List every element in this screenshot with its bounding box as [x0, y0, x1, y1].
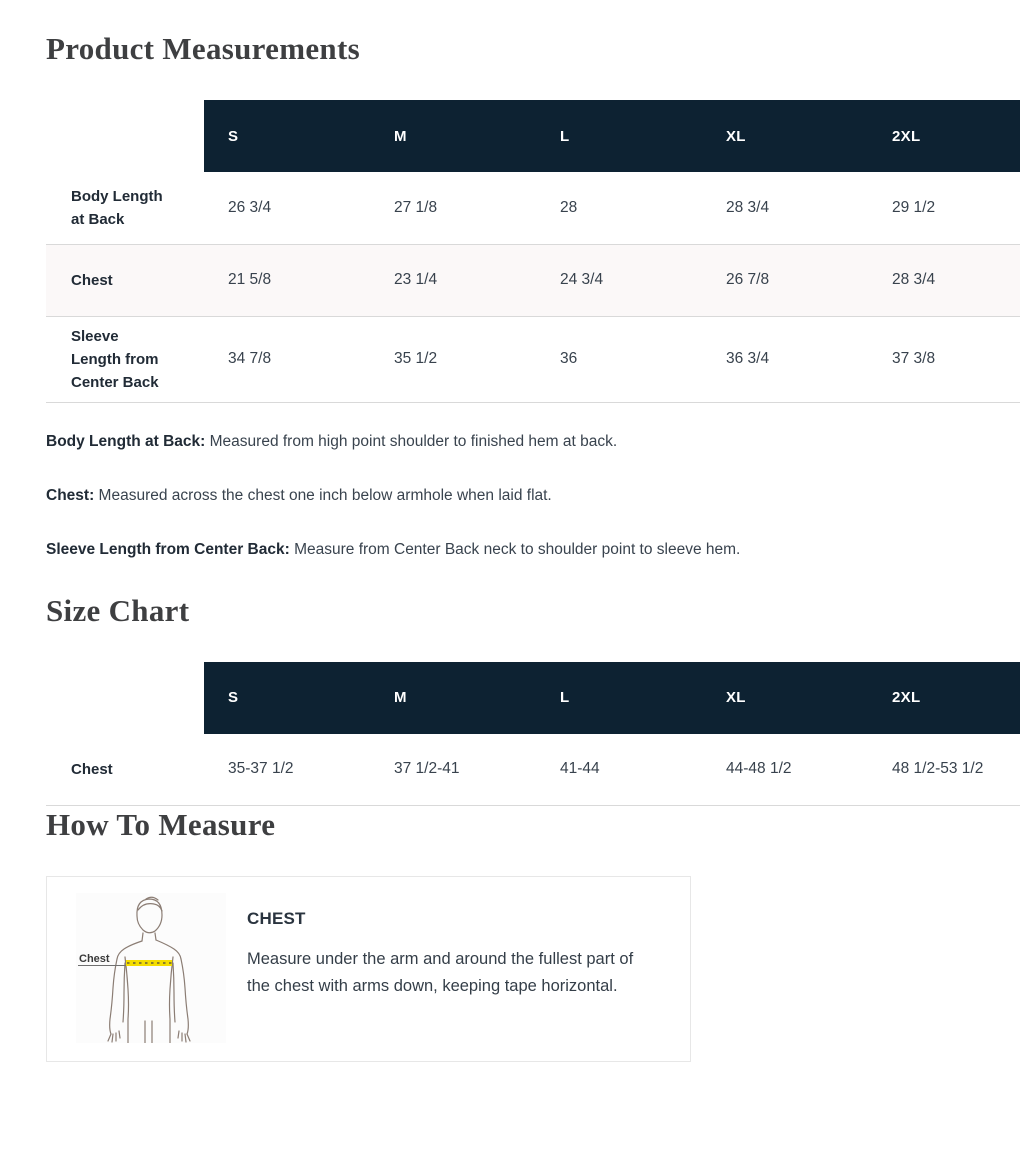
table-row-chest	[46, 244, 1020, 316]
table-row-body-length	[46, 172, 1020, 244]
how-to-measure-title: How To Measure	[46, 807, 276, 842]
card-text	[247, 893, 657, 1000]
measurement-cell: 44-48 1/2	[726, 760, 792, 778]
measurement-cell: 27 1/8	[394, 198, 438, 216]
corner-cell	[46, 662, 204, 734]
measurement-cell: 21 5/8	[228, 271, 272, 288]
measurement-cell: 37 3/8	[892, 350, 936, 367]
measurement-cell: 36	[560, 350, 578, 367]
measurement-cell: 36 3/4	[726, 350, 770, 367]
column-header-xl: XL	[702, 662, 868, 734]
column-header-2xl: 2XL	[868, 100, 1020, 172]
definition-body-length: Body Length at Back: Measured from high point shoulder to finished hem at back.	[46, 432, 618, 450]
measurement-cell: 23 1/4	[394, 271, 438, 288]
row-label: Chest	[71, 271, 113, 289]
row-label: Body Length at Back	[71, 187, 163, 228]
measurement-cell: 24 3/4	[560, 271, 604, 288]
measurement-cell: 34 7/8	[228, 350, 272, 367]
definition-chest: Chest: Measured across the chest one inch below armhole when laid flat.	[46, 486, 552, 504]
column-header-2xl: 2XL	[868, 662, 1020, 734]
column-header-s: S	[204, 662, 370, 734]
column-header-l: L	[536, 100, 702, 172]
measurement-cell: 26 3/4	[228, 198, 272, 216]
measurement-cell: 28 3/4	[892, 271, 936, 288]
row-label: Chest	[71, 760, 113, 778]
table-row-sleeve-length	[46, 316, 1020, 402]
column-header-m: M	[370, 100, 536, 172]
card-body: Measure under the arm and around the fullest part of the chest with arms down, keeping tape horizontal.	[247, 950, 634, 995]
chest-label: Chest	[79, 953, 110, 965]
measurement-cell: 28	[560, 198, 578, 216]
definition-sleeve-length: Sleeve Length from Center Back: Measure from Center Back neck to shoulder point to sleeve hem.	[46, 540, 741, 558]
column-header-m: M	[370, 662, 536, 734]
column-header-s: S	[204, 100, 370, 172]
column-header-l: L	[536, 662, 702, 734]
table-header-row	[46, 662, 1020, 734]
measurement-definitions	[46, 430, 976, 562]
measurement-cell: 35 1/2	[394, 350, 438, 367]
product-measurements-title: Product Measurements	[46, 31, 360, 66]
table-header-row	[46, 100, 1020, 172]
how-to-measure-card	[46, 876, 691, 1062]
corner-cell	[46, 100, 204, 172]
measurement-cell: 35-37 1/2	[228, 760, 294, 778]
size-chart-title: Size Chart	[46, 592, 190, 628]
measurement-cell: 29 1/2	[892, 198, 936, 216]
column-header-xl: XL	[702, 100, 868, 172]
measurement-cell: 26 7/8	[726, 271, 770, 288]
table-row-chest	[46, 734, 1020, 806]
torso-figure-icon	[76, 893, 226, 1043]
size-chart-table	[46, 662, 1020, 807]
row-label: Sleeve Length from Center Back	[71, 327, 159, 391]
product-measurements-table	[46, 100, 1020, 403]
measurement-cell: 48 1/2-53 1/2	[892, 760, 984, 778]
measurement-cell: 28 3/4	[726, 198, 770, 216]
measurement-cell: 41-44	[560, 760, 600, 778]
chest-measurement-illustration	[76, 893, 226, 1043]
measurement-cell: 37 1/2-41	[394, 760, 460, 778]
card-heading: CHEST	[247, 909, 306, 928]
